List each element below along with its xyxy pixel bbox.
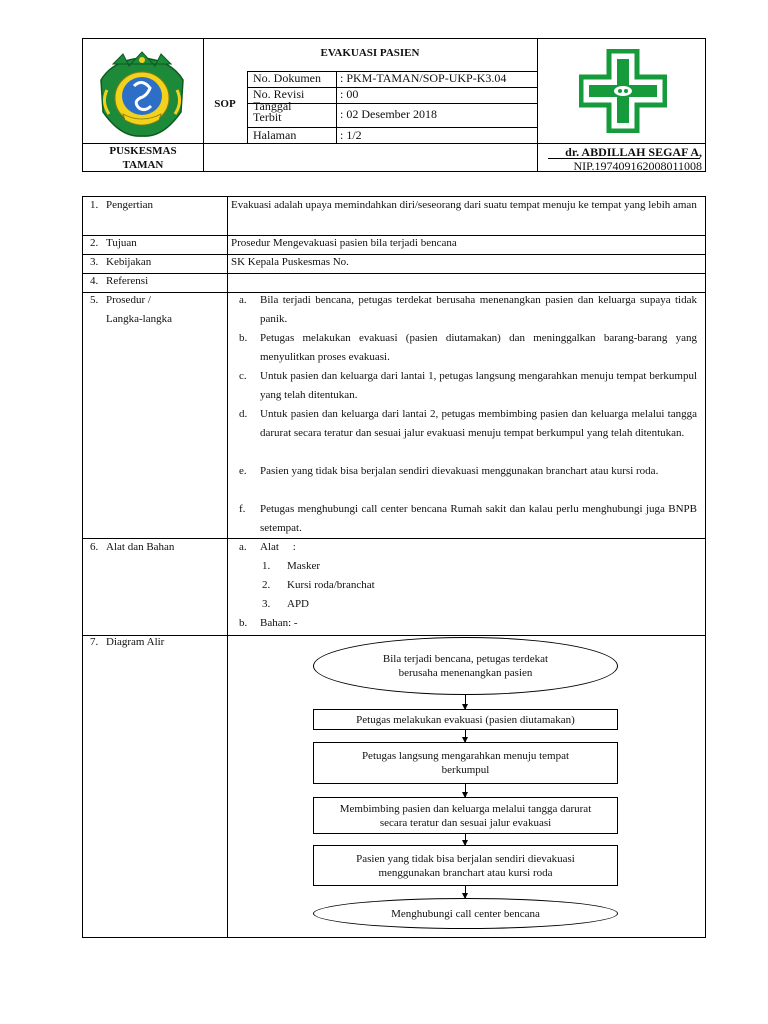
section-label-prosedur-2: Langka-langka [106, 313, 172, 325]
bahan-marker: b. [239, 617, 248, 629]
tool-item: Masker [287, 560, 320, 572]
flow-step-box: Petugas melakukan evakuasi (pasien diutamakan) [313, 709, 618, 730]
tool-item: APD [287, 598, 310, 610]
step-text: Untuk pasien dan keluarga dari lantai 2, petugas membimbing pasien dan keluarga melalui tangga darurat secara teratur dan sesuai jalur evakuasi menuju tempat berkumpul yang telah ditentukan. [260, 408, 697, 439]
step-text: Petugas menghubungi call center bencana Rumah sakit dan kalau perlu menghubungi juga BNPB setempat. [260, 503, 697, 534]
flow-step-box: Pasien yang tidak bisa berjalan sendiri dievakuasi menggunakan branchart atau kursi roda [313, 845, 618, 886]
flow-arrow [465, 834, 466, 845]
section-label-prosedur: Prosedur / [106, 294, 151, 306]
step-marker: b. [239, 332, 248, 344]
alat-marker: a. [239, 541, 247, 553]
flow-arrow [465, 886, 466, 898]
step-marker: f. [239, 503, 246, 515]
step-marker: c. [239, 370, 247, 382]
step-marker: d. [239, 408, 248, 420]
section-label-referensi: Referensi [106, 275, 149, 287]
revision-label: No. Revisi [253, 87, 305, 101]
section-number: 4. [90, 275, 99, 287]
step-marker: a. [239, 294, 247, 306]
regency-emblem-logo [93, 50, 191, 140]
sop-label: SOP [214, 98, 236, 110]
tujuan-text: Prosedur Mengevakuasi pasien bila terjadi bencana [231, 237, 457, 249]
issue-date-value: : 02 Desember 2018 [340, 107, 437, 121]
pengertian-text: Evakuasi adalah upaya memindahkan diri/seseorang dari suatu tempat menuju ke tempat yang lebih aman [231, 199, 697, 211]
section-label-tujuan: Tujuan [106, 237, 137, 249]
kebijakan-text: SK Kepala Puskesmas No. [231, 256, 349, 268]
green-cross-puskesmas-logo [579, 49, 667, 133]
flow-arrow [465, 784, 466, 797]
flow-end-oval: Menghubungi call center bencana [313, 898, 618, 929]
flow-arrow [465, 695, 466, 709]
tool-marker: 3. [262, 598, 271, 610]
signer-nip: NIP.197409162008011008 [573, 159, 702, 173]
section-number: 7. [90, 636, 99, 648]
step-marker: e. [239, 465, 247, 477]
step-text: Untuk pasien dan keluarga dari lantai 1, petugas langsung mengarahkan menuju tempat berkumpul yang telah ditentukan. [260, 370, 697, 401]
doc-number-value: : PKM-TAMAN/SOP-UKP-K3.04 [340, 71, 507, 85]
section-label-diagram-alir: Diagram Alir [106, 636, 165, 648]
bahan-text: Bahan: - [260, 617, 298, 629]
page-label: Halaman [253, 128, 297, 142]
alat-text: Alat : [260, 541, 296, 553]
flow-step-box: Membimbing pasien dan keluarga melalui tangga darurat secara teratur dan sesuai jalur evakuasi [313, 797, 618, 834]
step-text: Pasien yang tidak bisa berjalan sendiri dievakuasi menggunakan branchart atau kursi roda. [260, 465, 659, 477]
page-value: : 1/2 [340, 128, 362, 142]
section-label-alat-bahan: Alat dan Bahan [106, 541, 175, 553]
flow-step-box: Petugas langsung mengarahkan menuju tempat berkumpul [313, 742, 618, 784]
flow-start-oval: Bila terjadi bencana, petugas terdekat berusaha menenangkan pasien [313, 637, 618, 695]
section-number: 6. [90, 541, 99, 553]
section-label-kebijakan: Kebijakan [106, 256, 152, 268]
section-number: 1. [90, 199, 99, 211]
org-name-line2: TAMAN [122, 159, 164, 171]
document-title: EVAKUASI PASIEN [320, 47, 420, 59]
step-text: Bila terjadi bencana, petugas terdekat berusaha menenangkan pasien dan keluarga supaya tidak panik. [260, 294, 697, 325]
section-label-pengertian: Pengertian [106, 199, 154, 211]
tool-item: Kursi roda/branchat [287, 579, 375, 591]
issue-date-label: Tanggal Terbit [253, 99, 292, 124]
section-number: 3. [90, 256, 99, 268]
section-number: 5. [90, 294, 99, 306]
flow-arrow [465, 730, 466, 742]
org-name-line1: PUSKESMAS [109, 145, 177, 157]
signer-name: dr. ABDILLAH SEGAF A, [565, 145, 702, 159]
tool-marker: 1. [262, 560, 271, 572]
section-number: 2. [90, 237, 99, 249]
step-text: Petugas melakukan evakuasi (pasien diutamakan) dan meninggalkan barang-barang yang menyulitkan proses evakuasi. [260, 332, 697, 363]
doc-number-label: No. Dokumen [253, 71, 321, 85]
tool-marker: 2. [262, 579, 271, 591]
revision-value: : 00 [340, 87, 359, 101]
